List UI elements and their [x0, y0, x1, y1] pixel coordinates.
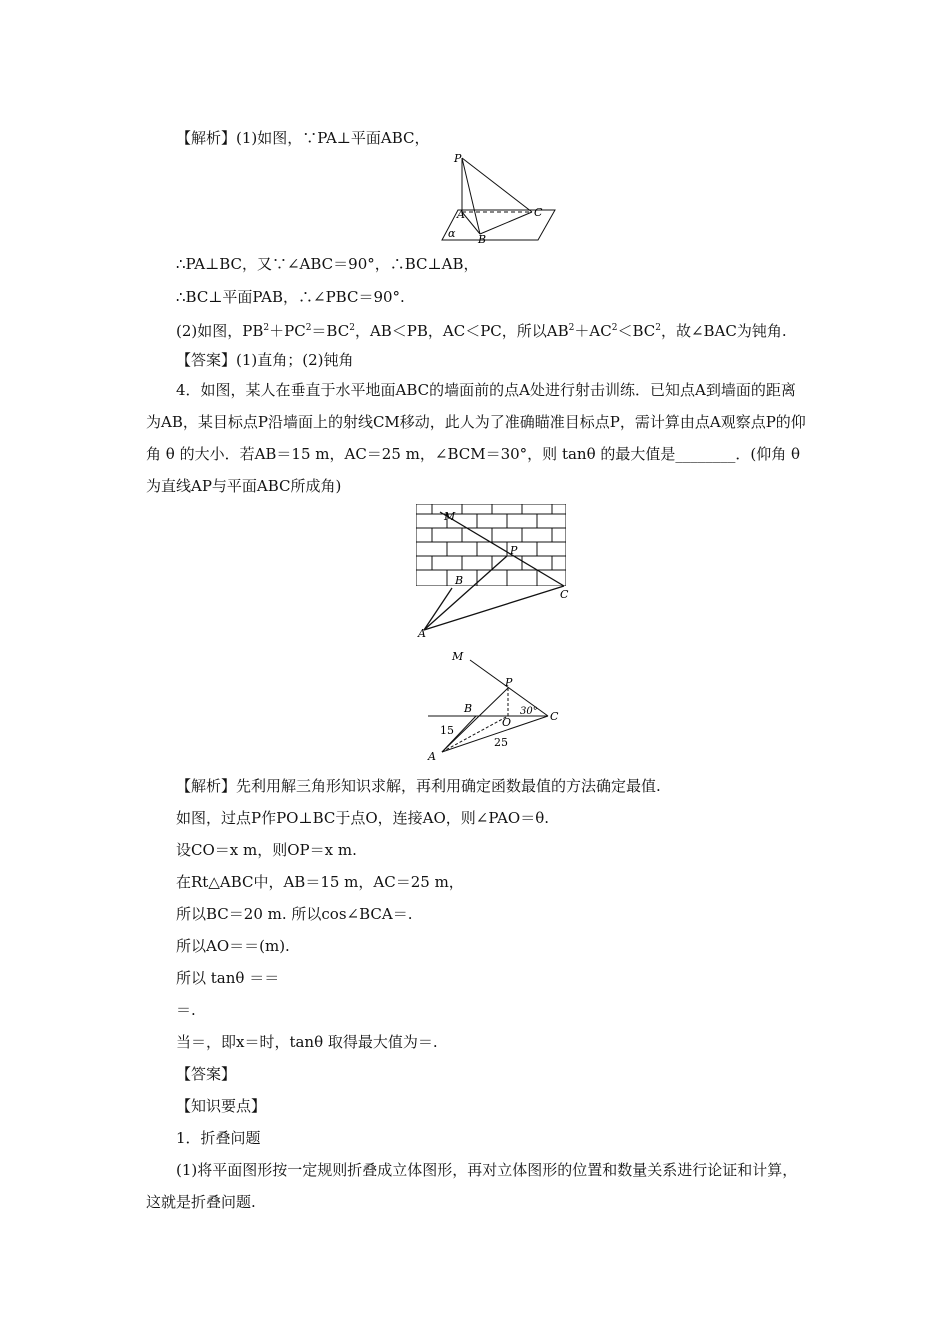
label-A: A	[457, 208, 465, 221]
solution-line-8: ＝.	[176, 1001, 196, 1019]
solution-line-6: 所以AO＝＝(m).	[176, 937, 290, 955]
label-B: B	[478, 233, 487, 245]
label-25: 25	[494, 736, 508, 749]
label-A: A	[428, 750, 436, 763]
solution-line-9: 当＝，即x＝时，tanθ 取得最大值为＝.	[176, 1033, 438, 1051]
figure-brick-wall	[412, 504, 572, 638]
analysis-line-3: ∴BC⊥平面PAB，∴∠PBC＝90°.	[176, 288, 405, 306]
label-C: C	[550, 710, 559, 723]
analysis-line-4: (2)如图，$PB^2+PC^2=BC^2$，AB＜PB，AC＜PC，所以$AB^2+AC^2<BC^2$，故∠BAC为钝角.	[176, 322, 787, 340]
label-C: C	[534, 206, 543, 219]
label-15: 15	[440, 724, 454, 737]
solution-line-7: 所以 tanθ ＝＝	[176, 969, 280, 987]
label-B: B	[455, 574, 464, 587]
analysis-line-1: 【解析】(1)如图，∵PA⊥平面ABC，	[176, 129, 430, 147]
label-O: O	[502, 716, 512, 729]
section-1-heading: 1．折叠问题	[176, 1129, 261, 1147]
problem-4: 4．如图，某人在垂直于水平地面ABC的墙面前的点A处进行射击训练．已知点A到墙面的距离为AB，某目标点P沿墙面上的射线CM移动，此人为了准确瞄准目标点P，需计算由点A观察点P的仰角 θ 的大小．若AB＝15 m，AC＝25 m，∠BCM＝30°，则 tanθ 的最大值是________．(仰角 θ 为直线AP与平面ABC所成角)	[146, 381, 806, 495]
solution-line-1: 【解析】先利用解三角形知识求解，再利用确定函数最值的方法确定最值.	[176, 777, 661, 795]
label-30deg: 30°	[520, 706, 538, 717]
label-C: C	[560, 588, 569, 601]
answer-line-1: 【答案】(1)直角；(2)钝角	[176, 351, 354, 369]
label-M: M	[444, 510, 456, 523]
label-P: P	[505, 676, 513, 689]
solution-line-4: 在Rt△ABC中，AB＝15 m，AC＝25 m，	[176, 873, 464, 891]
knowledge-heading: 【知识要点】	[176, 1097, 267, 1115]
solution-line-5: 所以BC＝20 m. 所以cos∠BCA＝.	[176, 905, 413, 923]
label-M: M	[452, 650, 464, 663]
solution-line-2: 如图，过点P作PO⊥BC于点O，连接AO，则∠PAO＝θ.	[176, 809, 550, 827]
figure-pyramid	[440, 150, 560, 245]
analysis-line-2: ∴PA⊥BC，又∵∠ABC＝90°，∴BC⊥AB，	[176, 255, 479, 273]
solution-line-3: 设CO＝x m，则OP＝x m.	[176, 841, 357, 859]
label-P: P	[510, 544, 518, 557]
label-alpha: α	[448, 227, 456, 240]
figure-geometry	[422, 648, 572, 764]
label-P: P	[454, 152, 462, 165]
answer-line-2: 【答案】	[176, 1065, 237, 1083]
section-1-text: (1)将平面图形按一定规则折叠成立体图形，再对立体图形的位置和数量关系进行论证和计算，这就是折叠问题.	[146, 1161, 798, 1211]
label-B: B	[464, 702, 473, 715]
label-A: A	[418, 627, 426, 638]
